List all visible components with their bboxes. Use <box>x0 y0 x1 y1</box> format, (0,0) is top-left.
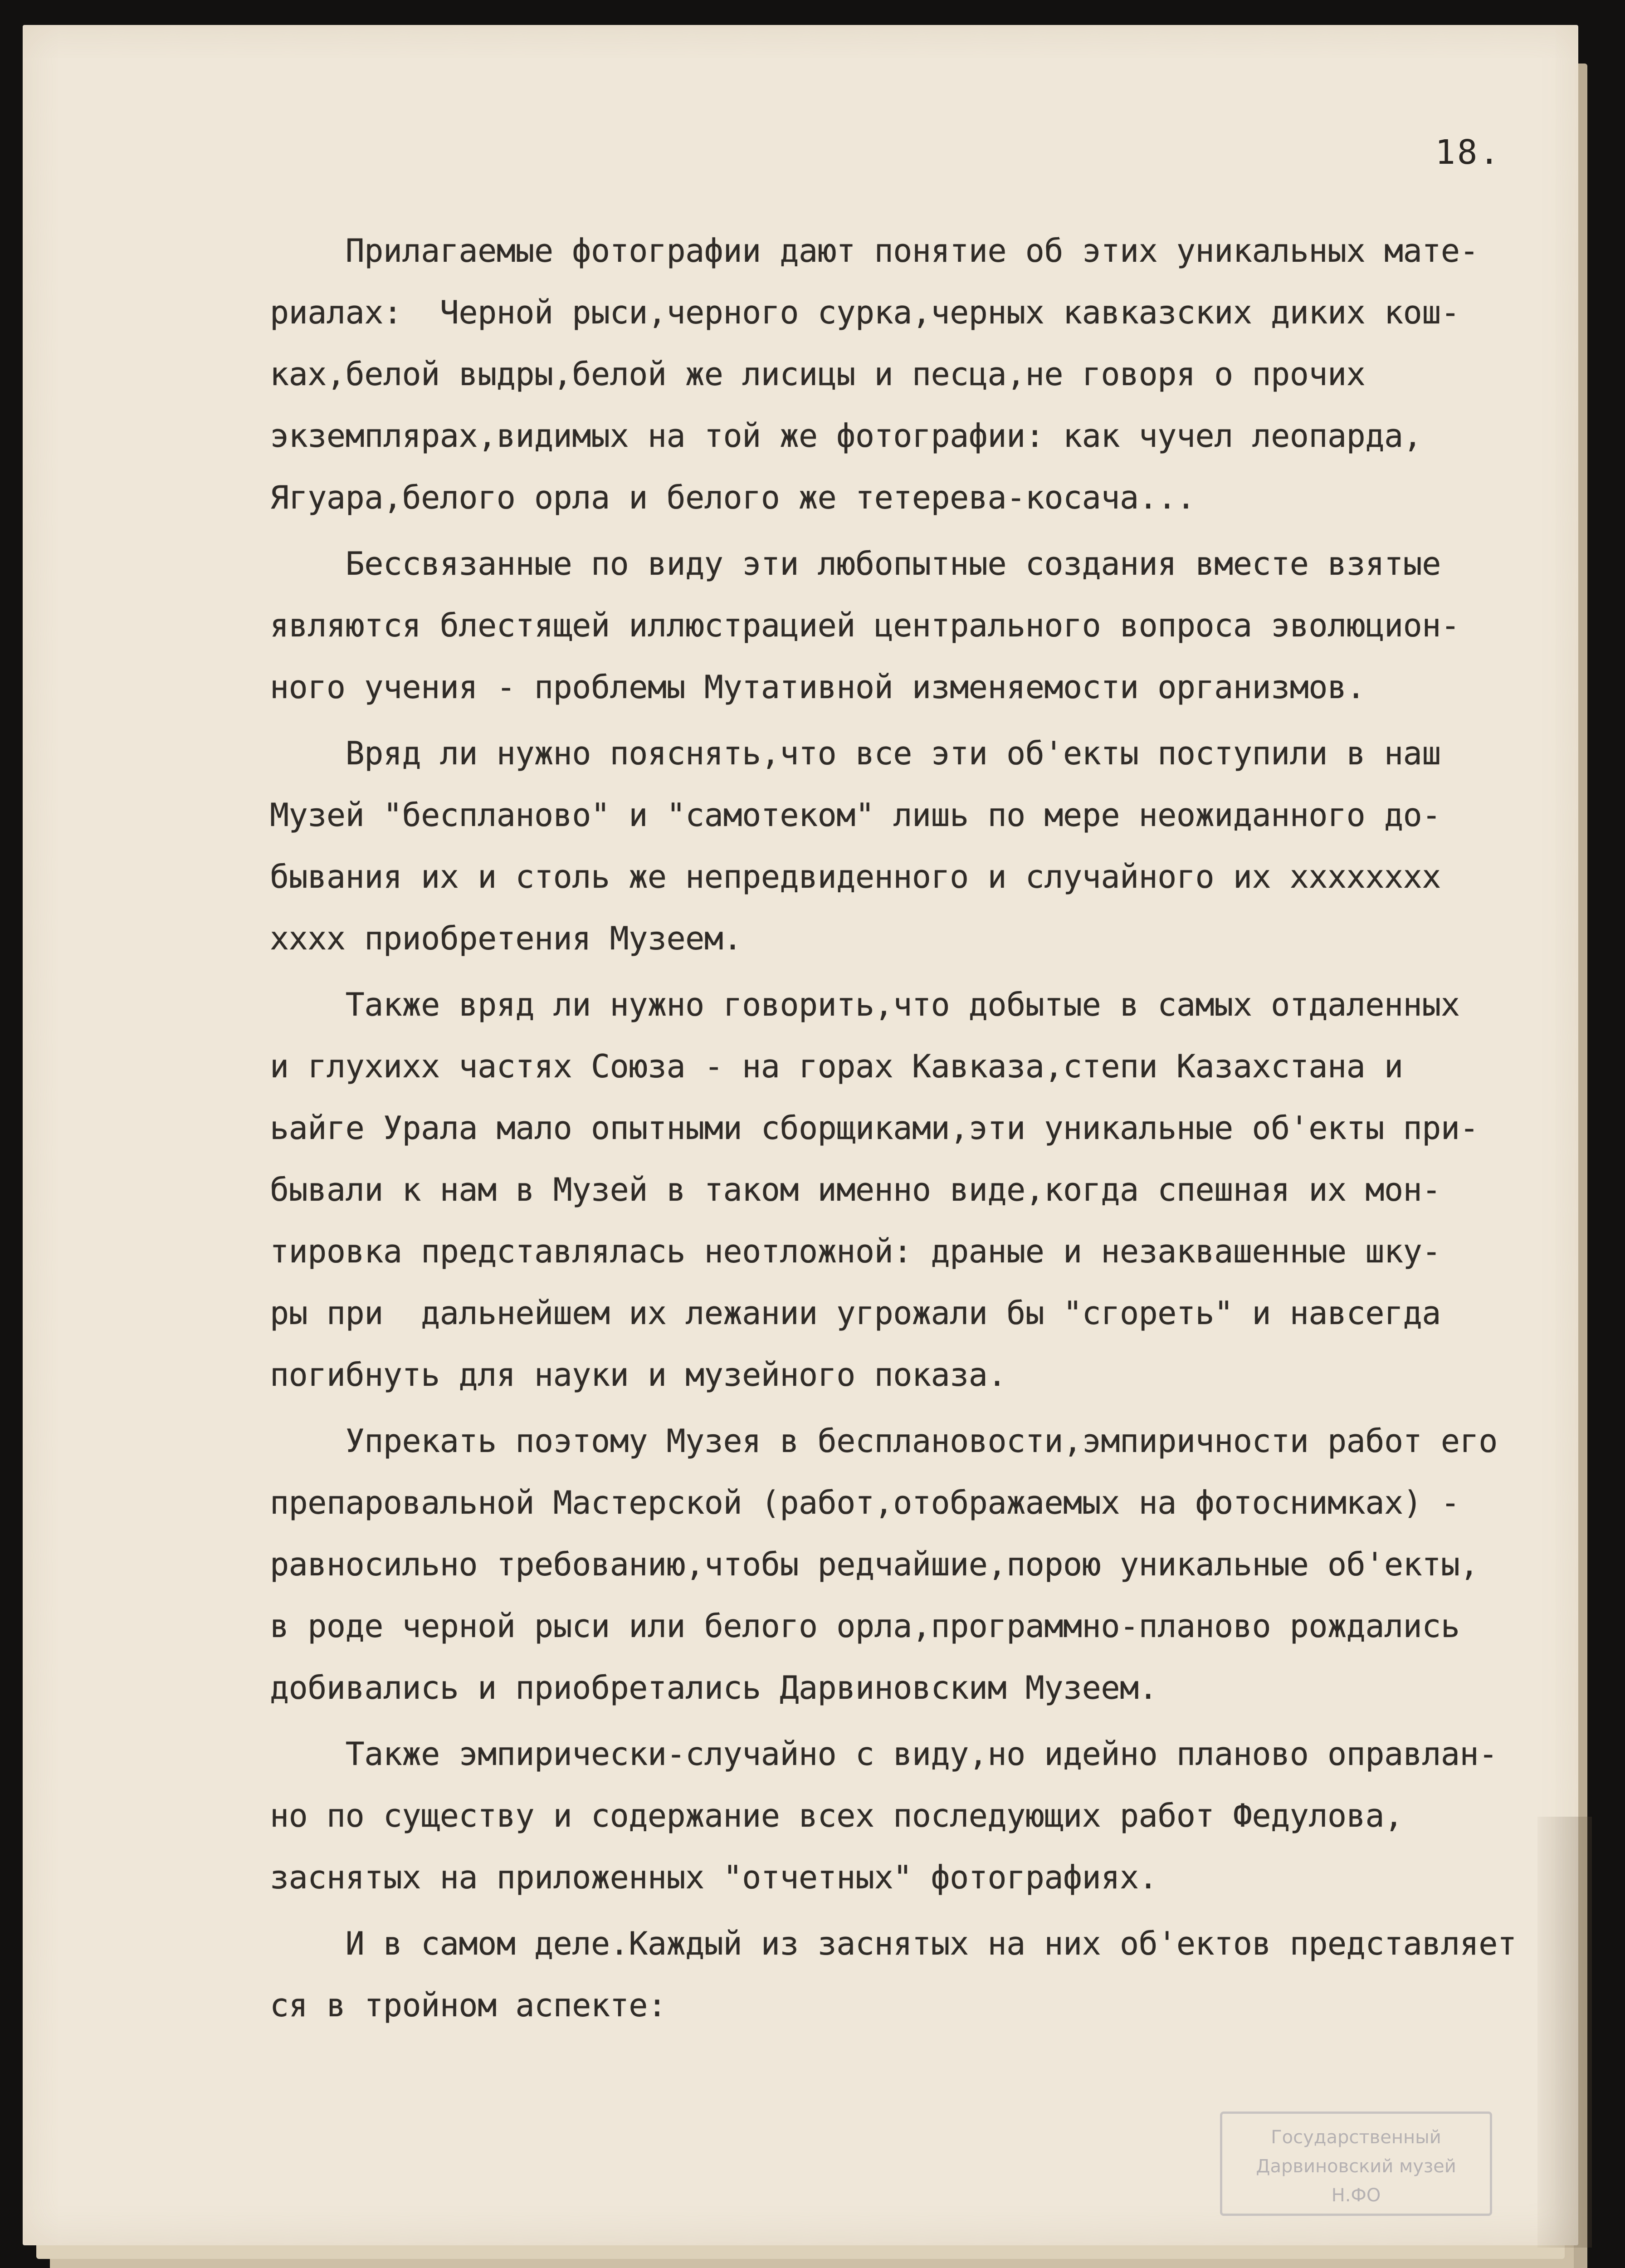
text-line: но по существу и содержание всех последующих работ Федулова, <box>270 1797 1403 1834</box>
paragraph <box>270 1913 1571 2036</box>
text-line: ках,белой выдры,белой же лисицы и песца,не говоря о прочих <box>270 356 1366 393</box>
typewritten-page <box>23 25 1578 2245</box>
text-line: равносильно требованию,чтобы редчайшие,порою уникальные об'екты, <box>270 1546 1479 1583</box>
text-line: ьайге Урала мало опытными сборщиками,эти уникальные об'екты при- <box>270 1110 1479 1147</box>
text-line: ного учения - проблемы Мутативной изменяемости организмов. <box>270 669 1366 706</box>
text-line: Упрекать поэтому Музея в бесплановости,эмпиричности работ его <box>270 1422 1498 1460</box>
text-line: ры при дальнейшем их лежании угрожали бы "сгореть" и навсегда <box>270 1295 1441 1332</box>
paragraph <box>270 533 1571 718</box>
stamp-line: Государственный <box>1271 2127 1441 2148</box>
text-line: добивались и приобретались Дарвиновским Музеем. <box>270 1669 1158 1706</box>
text-line: тировка представлялась неотложной: драные и незаквашенные шку- <box>270 1233 1441 1270</box>
text-line: хххх приобретения Музеем. <box>270 920 742 957</box>
text-line: ся в тройном аспекте: <box>270 1987 667 2024</box>
paragraph <box>270 723 1571 969</box>
page-number: 18. <box>1435 133 1501 172</box>
stamp-line: Дарвиновский музей <box>1256 2156 1456 2177</box>
torn-edge <box>1537 1817 1592 2248</box>
text-line: Вряд ли нужно пояснять,что все эти об'екты поступили в наш <box>270 735 1441 772</box>
archive-stamp <box>1220 2112 1492 2216</box>
text-line: погибнуть для науки и музейного показа. <box>270 1356 1007 1393</box>
text-line: Прилагаемые фотографии дают понятие об этих уникальных мате- <box>270 232 1479 269</box>
text-line: экземплярах,видимых на той же фотографии: как чучел леопарда, <box>270 417 1422 455</box>
text-line: риалах: Черной рыси,черного сурка,черных кавказских диких кош- <box>270 294 1460 331</box>
text-line: являются блестящей иллюстрацией центрального вопроса эволюцион- <box>270 607 1460 644</box>
paragraph <box>270 1723 1571 1908</box>
text-line: в роде черной рыси или белого орла,программно-планово рождались <box>270 1608 1460 1645</box>
text-line: Бессвязанные по виду эти любопытные создания вместе взятые <box>270 545 1441 582</box>
text-line: заснятых на приложенных "отчетных" фотографиях. <box>270 1859 1158 1896</box>
text-line: Ягуара,белого орла и белого же тетерева-косача... <box>270 479 1196 516</box>
paragraph <box>270 220 1571 528</box>
text-line: Музей "беспланово" и "самотеком" лишь по мере неожиданного до- <box>270 797 1441 834</box>
body-text <box>270 220 1571 2041</box>
text-line: бывания их и столь же непредвиденного и случайного их хххххххх <box>270 858 1441 895</box>
stamp-line: Н.ФО <box>1331 2185 1381 2206</box>
text-line: и глухихх частях Союза - на горах Кавказа,степи Казахстана и <box>270 1048 1403 1085</box>
text-line: И в самом деле.Каждый из заснятых на них об'ектов представляет <box>270 1925 1517 1962</box>
paragraph <box>270 1410 1571 1719</box>
text-line: бывали к нам в Музей в таком именно виде,когда спешная их мон- <box>270 1171 1441 1208</box>
text-line: Также эмпирически-случайно с виду,но идейно планово оправлан- <box>270 1735 1498 1773</box>
paragraph <box>270 974 1571 1406</box>
text-line: Также вряд ли нужно говорить,что добытые в самых отдаленных <box>270 986 1460 1023</box>
text-line: препаровальной Мастерской (работ,отображаемых на фотоснимках) - <box>270 1484 1460 1521</box>
